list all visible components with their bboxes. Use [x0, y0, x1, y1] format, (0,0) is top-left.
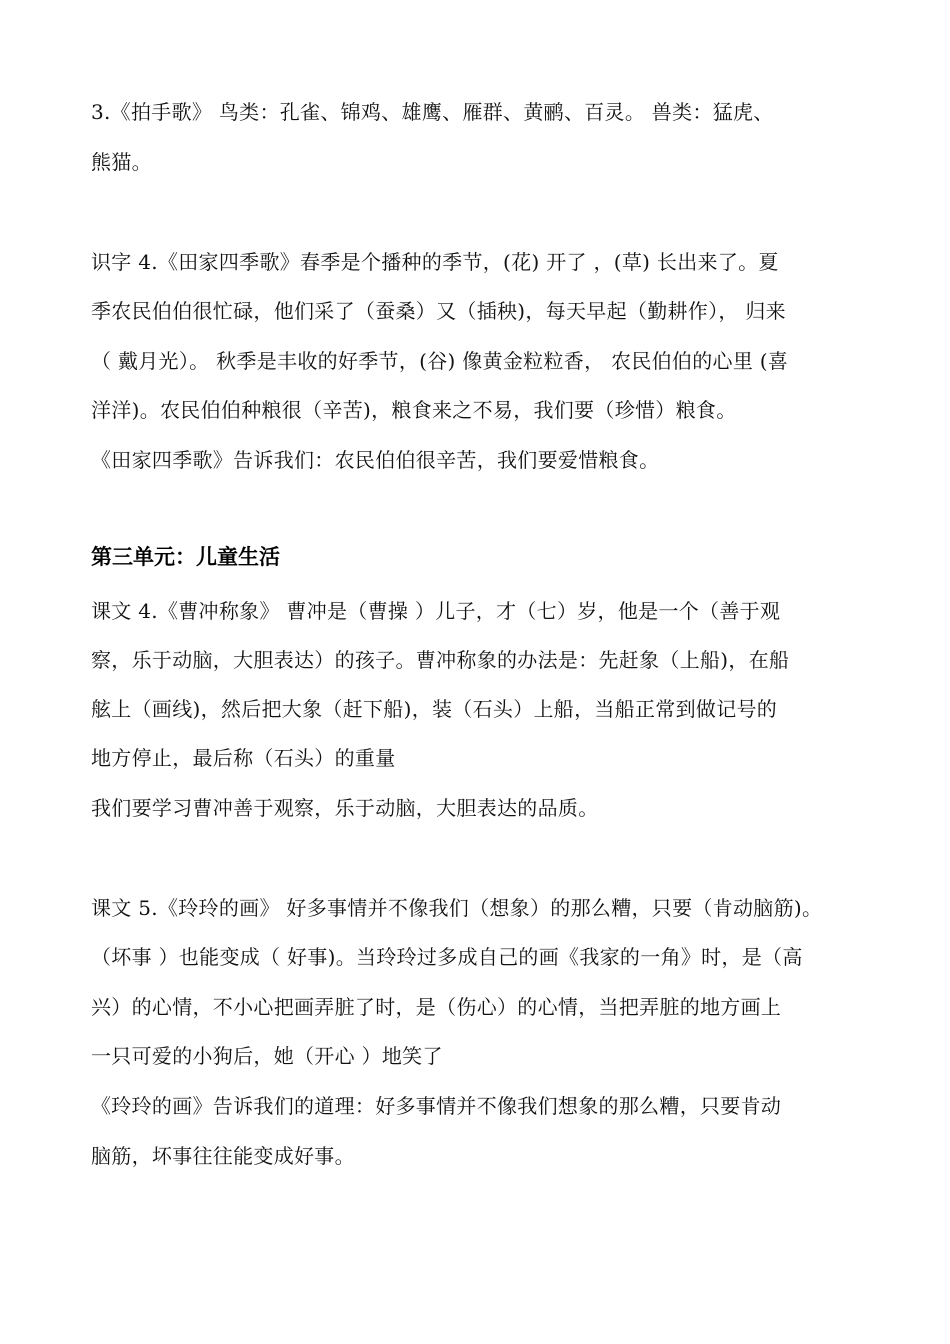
tianjia-line-1: 识字 4.《田家四季歌》春季是个播种的季节，(花) 开了 ，(草) 长出来了。夏	[91, 250, 779, 274]
caochong-line-3: 舷上（画线)，然后把大象（赶下船)，装（石头）上船，当船正常到做记号的	[91, 697, 778, 721]
linglinghua-summary-2: 脑筋，坏事往往能变成好事。	[91, 1144, 355, 1168]
linglinghua-summary-1: 《玲玲的画》告诉我们的道理：好多事情并不像我们想象的那么糟，只要肯动	[91, 1094, 782, 1118]
tianjia-summary: 《田家四季歌》告诉我们：农民伯伯很辛苦，我们要爱惜粮食。	[91, 448, 660, 472]
unit-3-heading: 第三单元：儿童生活	[91, 545, 280, 569]
linglinghua-line-4: 一只可爱的小狗后，她（开心 ）地笑了	[91, 1044, 443, 1068]
tianjia-line-4: 洋洋)。农民伯伯种粮很（辛苦)，粮食来之不易，我们要（珍惜）粮食。	[91, 398, 737, 422]
tianjia-line-3: （ 戴月光）。 秋季是丰收的好季节，(谷) 像黄金粒粒香， 农民伯伯的心里 (喜	[91, 349, 789, 373]
paishouge-line-1: 3.《拍手歌》 鸟类：孔雀、锦鸡、雄鹰、雁群、黄鹂、百灵。 兽类：猛虎、	[91, 100, 774, 124]
linglinghua-line-3: 兴）的心情，不小心把画弄脏了时，是（伤心）的心情，当把弄脏的地方画上	[91, 995, 782, 1019]
caochong-line-1: 课文 4.《曹冲称象》 曹冲是（曹操 ）儿子，才（七）岁，他是一个（善于观	[91, 599, 781, 623]
tianjia-line-2: 季农民伯伯很忙碌，他们采了（蚕桑）又（插秧)，每天早起（勤耕作）， 归来	[91, 299, 786, 323]
linglinghua-line-1: 课文 5.《玲玲的画》 好多事情并不像我们（想象）的那么糟，只要（肯动脑筋)。	[91, 896, 823, 920]
caochong-line-2: 察，乐于动脑，大胆表达）的孩子。曹冲称象的办法是：先赶象（上船)，在船	[91, 648, 790, 672]
caochong-line-4: 地方停止，最后称（石头）的重量	[91, 746, 396, 770]
linglinghua-line-2: （坏事 ）也能变成（ 好事)。当玲玲过多成自己的画《我家的一角》时，是（高	[91, 945, 803, 969]
caochong-summary: 我们要学习曹冲善于观察，乐于动脑，大胆表达的品质。	[91, 796, 599, 820]
paishouge-line-2: 熊猫。	[91, 150, 152, 174]
